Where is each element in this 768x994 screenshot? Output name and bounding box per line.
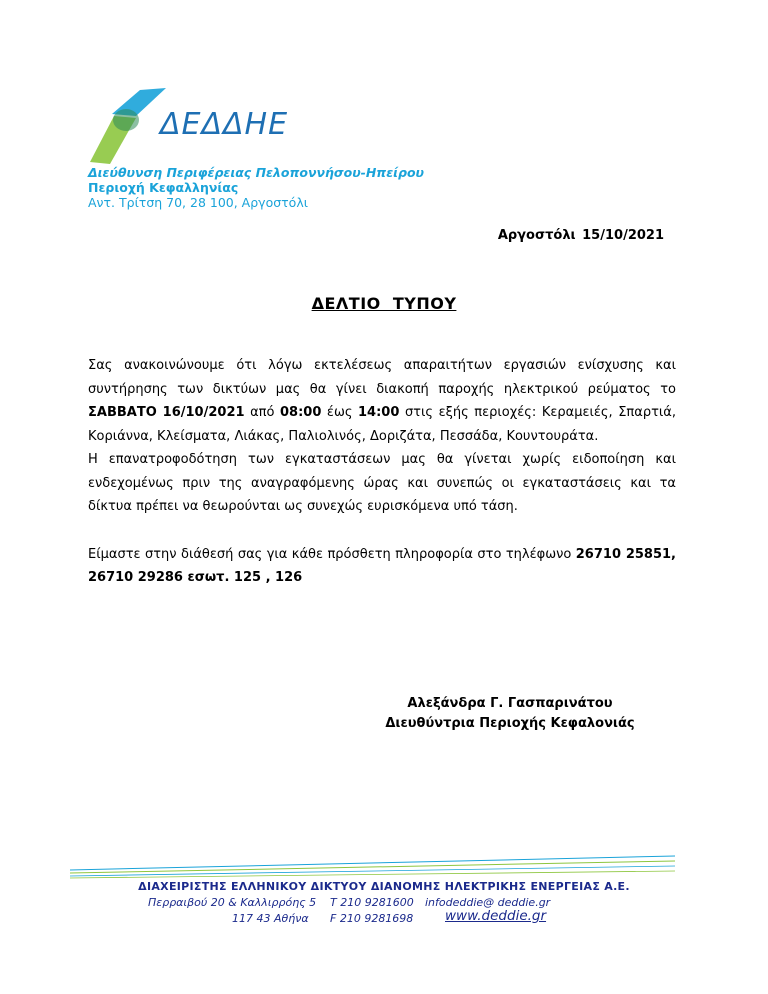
outage-time-to: 14:00 xyxy=(358,405,400,420)
deddie-logo xyxy=(88,86,298,166)
announcement-text: Σας ανακοινώνουμε ότι λόγω εκτελέσεως απαραιτήτων εργασιών ενίσχυσης και συντήρησης των δικτύων μας θα γίνει διακοπή παροχής ηλεκτρικού ρεύματος το xyxy=(88,358,676,397)
footer-decorative-lines xyxy=(70,852,680,882)
announcement-text-from: από xyxy=(244,405,280,420)
announcement-text-to: έως xyxy=(321,405,359,420)
logo-brand-text: ΔΕΔΔΗΕ xyxy=(160,107,289,142)
contact-phones: 26710 25851, 26710 29286 εσωτ. 125 , 126 xyxy=(88,546,676,585)
footer-website-link[interactable]: www.deddie.gr xyxy=(445,908,547,924)
footer-phone: T 210 9281600 xyxy=(330,896,414,909)
footer-fax: F 210 9281698 xyxy=(330,912,414,925)
signatory-name: Αλεξάνδρα Γ. Γασπαρινάτου xyxy=(407,696,613,711)
outage-day: ΣΑΒΒΑΤΟ 16/10/2021 xyxy=(88,405,245,420)
org-directorate: Διεύθυνση Περιφέρειας Πελοποννήσου-Ηπείρου xyxy=(88,165,424,180)
footer-email[interactable]: infodeddie@ deddie.gr xyxy=(425,896,551,909)
restoration-paragraph: Η επανατροφοδότηση των εγκαταστάσεων μας θα γίνεται χωρίς ειδοποίηση και ενδεχομένως πριν της αναγραφόμενης ώρας και συνεπώς οι εγκαταστάσεις και τα δίκτυα πρέπει να θεωρούνται ως συνεχώς ευρισκόμενα υπό τάση. xyxy=(88,452,676,514)
org-header xyxy=(88,165,424,210)
document-date: Αργοστόλι 15/10/2021 xyxy=(497,228,664,243)
document-body xyxy=(88,354,676,590)
outage-time-from: 08:00 xyxy=(279,405,322,420)
announcement-paragraph xyxy=(88,354,676,448)
affected-areas: στις εξής περιοχές: Κεραμειές, Σπαρτιά, Κοριάννα, Κλείσματα, Λιάκας, Παλιολινός, Δοριζάτα, Πεσσάδα, Κουντουράτα. xyxy=(88,405,677,444)
footer-address-city: 117 43 Αθήνα xyxy=(232,912,309,925)
signatory-role: Διευθύντρια Περιοχής Κεφαλονιάς xyxy=(385,716,635,731)
org-area: Περιοχή Κεφαλληνίας xyxy=(88,180,239,195)
document-title: ΔΕΛΤΙΟ ΤΥΠΟΥ xyxy=(311,294,457,313)
contact-paragraph xyxy=(88,543,676,590)
contact-text: Είμαστε στην διάθεσή σας για κάθε πρόσθετη πληροφορία στο τηλέφωνο xyxy=(88,546,576,562)
logo-overlap xyxy=(113,109,139,131)
signature-block xyxy=(360,694,660,734)
footer-address-street: Περραιβού 20 & Καλλιρρόης 5 xyxy=(148,896,317,909)
org-address: Αντ. Τρίτση 70, 28 100, Αργοστόλι xyxy=(88,195,308,210)
footer-company-name: ΔΙΑΧΕΙΡΙΣΤΗΣ ΕΛΛΗΝΙΚΟΥ ΔΙΚΤΥΟΥ ΔΙΑΝΟΜΗΣ ΗΛΕΚΤΡΙΚΗΣ ΕΝΕΡΓΕΙΑΣ Α.Ε. xyxy=(138,880,630,893)
